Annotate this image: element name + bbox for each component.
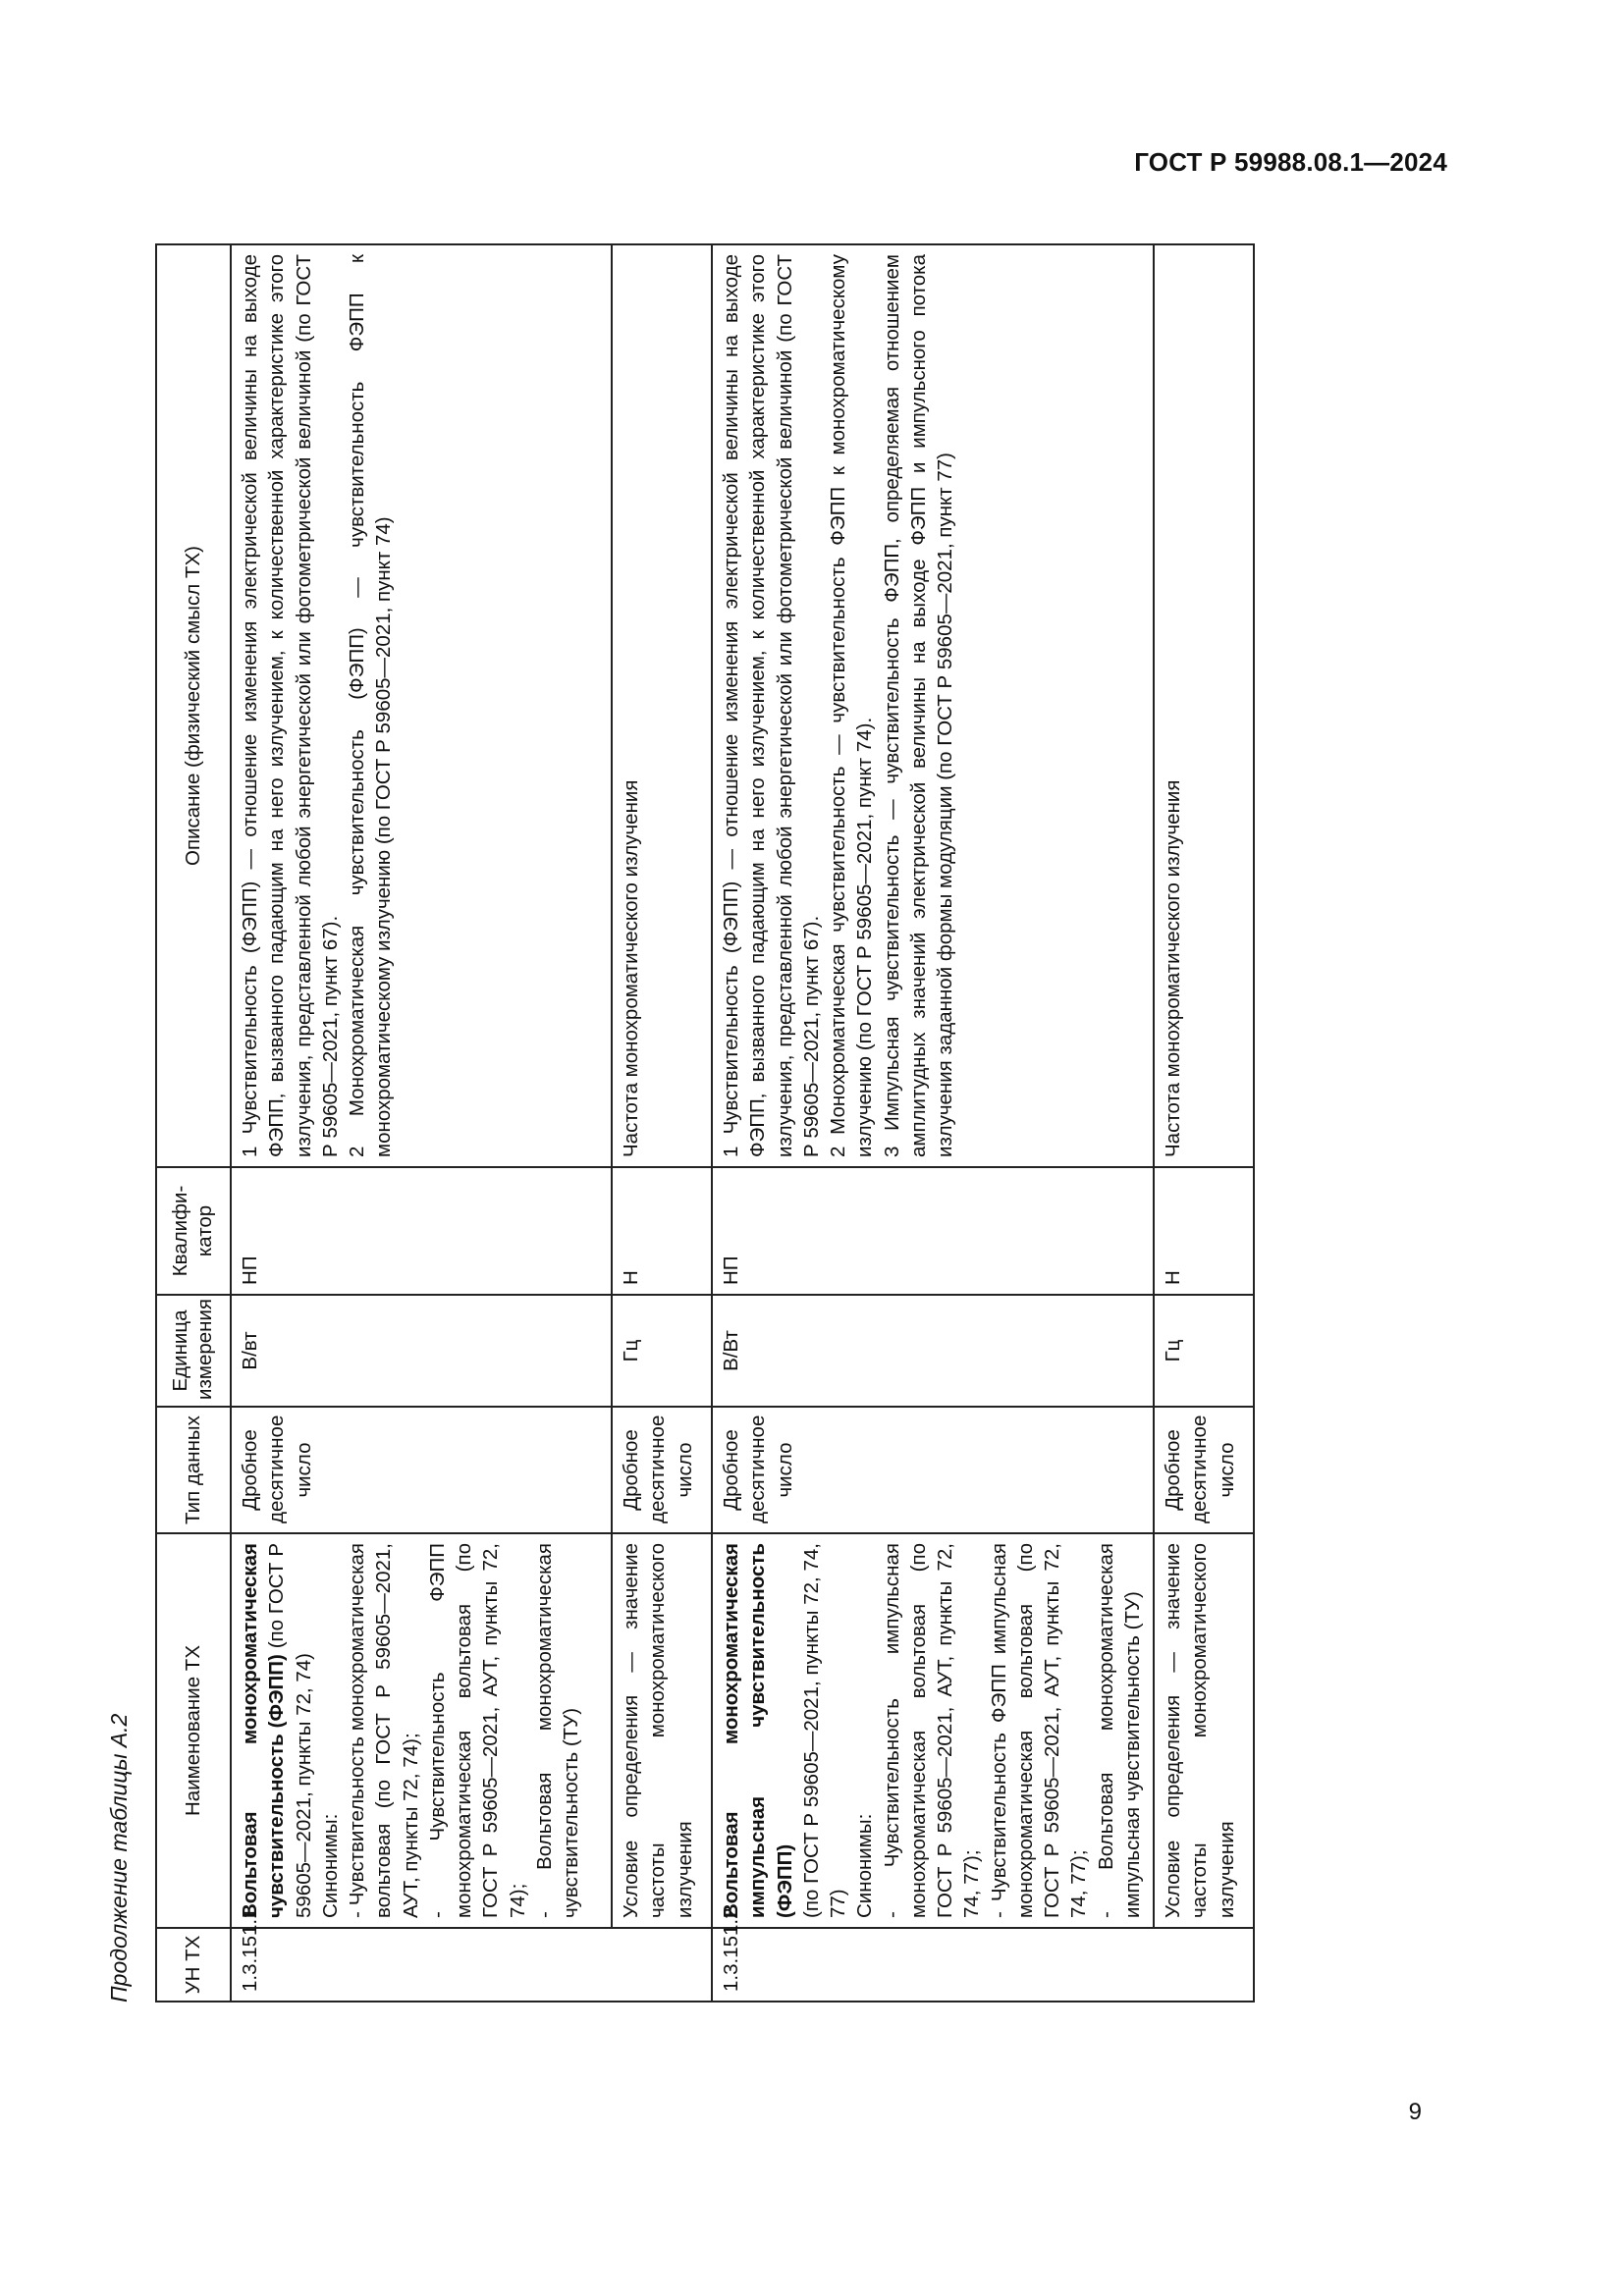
header-unit: Единица измерения: [156, 1295, 231, 1407]
page-number: 9: [1408, 2099, 1422, 2125]
description-paragraph: 1 Чувствительность (ФЭПП) — отношение изменения электрической величины на выходе ФЭПП, вызванного падающим на него излучением, к количественной характеристике этого излучения, представленной любой энергетической или фотометрической величиной (по ГОСТ Р 59605—2021, пункт 67).: [720, 254, 823, 1157]
header-type: Тип данных: [156, 1407, 231, 1533]
description-paragraph: 3 Импульсная чувствительность — чувствительность ФЭПП, определяемая отношением амплитудных значений электрической величины на выходе ФЭПП и импульсного потока излучения заданной формы модуляции (по ГОСТ Р 59605—2021, пункт 77): [880, 254, 956, 1157]
name-reference: (по ГОСТ Р 59605—2021, пункты 72, 74): [265, 1543, 315, 1918]
cell-description: Частота монохроматического излучения: [612, 244, 712, 1167]
cell-id: 1.3.151.2: [712, 1928, 1254, 2002]
synonyms-label: Синонимы:: [318, 1813, 342, 1918]
cell-name: [231, 1533, 612, 1928]
cell-qualifier: Н: [612, 1167, 712, 1295]
synonym-item: - Чувствительность ФЭПП монохроматическая вольтовая (по ГОСТ Р 59605—2021, АУТ, пункты 72, 74);: [425, 1543, 529, 1918]
table-caption: Продолжение таблицы А.2: [106, 1713, 132, 2002]
cell-unit: В/Вт: [712, 1295, 1154, 1407]
header-qualifier: Квалифи-катор: [156, 1167, 231, 1295]
synonym-item: - Чувствительность импульсная монохроматическая вольтовая (по ГОСТ Р 59605—2021, АУТ, пункты 72, 74, 77);: [880, 1543, 984, 1918]
synonym-item: - Вольтовая монохроматическая чувствительность (ТУ): [532, 1543, 582, 1918]
header-description: Описание (физический смысл ТХ): [156, 244, 231, 1167]
cell-unit: Гц: [1154, 1295, 1254, 1407]
table-row: [712, 244, 1154, 2002]
cell-type: Дробное десятичное число: [612, 1407, 712, 1533]
description-paragraph: 1 Чувствительность (ФЭПП) — отношение изменения электрической величины на выходе ФЭПП, вызванного падающим на него излучением, к количественной характеристике этого излучения, представленной любой энергетической или фотометрической величиной (по ГОСТ Р 59605—2021, пункт 67).: [239, 254, 342, 1157]
cell-qualifier: Н: [1154, 1167, 1254, 1295]
cell-description: Частота монохроматического излучения: [1154, 244, 1254, 1167]
table-row: [231, 244, 612, 2002]
cell-description: [231, 244, 612, 1167]
cell-qualifier: НП: [712, 1167, 1154, 1295]
description-paragraph: 2 Монохроматическая чувствительность (ФЭПП) — чувствительность ФЭПП к монохроматическому излучению (по ГОСТ Р 59605—2021, пункт 74): [346, 254, 396, 1157]
characteristic-name: Вольтовая монохроматическая импульсная чувствительность (ФЭПП): [720, 1543, 796, 1918]
name-reference: (по ГОСТ Р 59605—2021, пункты 72, 74, 77): [799, 1543, 849, 1918]
synonym-item: - Чувствительность монохроматическая вольтовая (по ГОСТ Р 59605—2021, АУТ, пункты 72, 74);: [346, 1543, 422, 1918]
description-paragraph: 2 Монохроматическая чувствительность — чувствительность ФЭПП к монохроматическому излучению (по ГОСТ Р 59605—2021, пункт 74).: [827, 254, 877, 1157]
header-name: Наименование ТХ: [156, 1533, 231, 1928]
cell-qualifier: НП: [231, 1167, 612, 1295]
synonym-item: - Чувствительность ФЭПП импульсная монохроматическая вольтовая (по ГОСТ Р 59605—2021, АУТ, пункты 72, 74, 77);: [987, 1543, 1091, 1918]
cell-type: Дробное десятичное число: [1154, 1407, 1254, 1533]
synonyms-label: Синонимы:: [853, 1813, 877, 1918]
table-row: [612, 244, 712, 2002]
cell-name: Условие определения — значение частоты монохроматического излучения: [1154, 1533, 1254, 1928]
header-id: УН ТХ: [156, 1928, 231, 2002]
cell-type: Дробное десятичное число: [712, 1407, 1154, 1533]
characteristics-table: [155, 243, 1255, 2002]
cell-unit: Гц: [612, 1295, 712, 1407]
cell-unit: В/вт: [231, 1295, 612, 1407]
rotated-page-content: [106, 245, 1265, 2002]
synonym-item: - Вольтовая монохроматическая импульсная чувствительность (ТУ): [1094, 1543, 1144, 1918]
cell-name: Условие определения — значение частоты монохроматического излучения: [612, 1533, 712, 1928]
cell-name: [712, 1533, 1154, 1928]
document-header: ГОСТ Р 59988.08.1—2024: [1134, 147, 1447, 177]
cell-id: 1.3.151.1: [231, 1928, 712, 2002]
cell-description: [712, 244, 1154, 1167]
table-row: [1154, 244, 1254, 2002]
cell-type: Дробное десятичное число: [231, 1407, 612, 1533]
characteristic-name: Вольтовая монохроматическая чувствительность (ФЭПП): [239, 1543, 289, 1918]
table-header-row: [156, 244, 231, 2002]
